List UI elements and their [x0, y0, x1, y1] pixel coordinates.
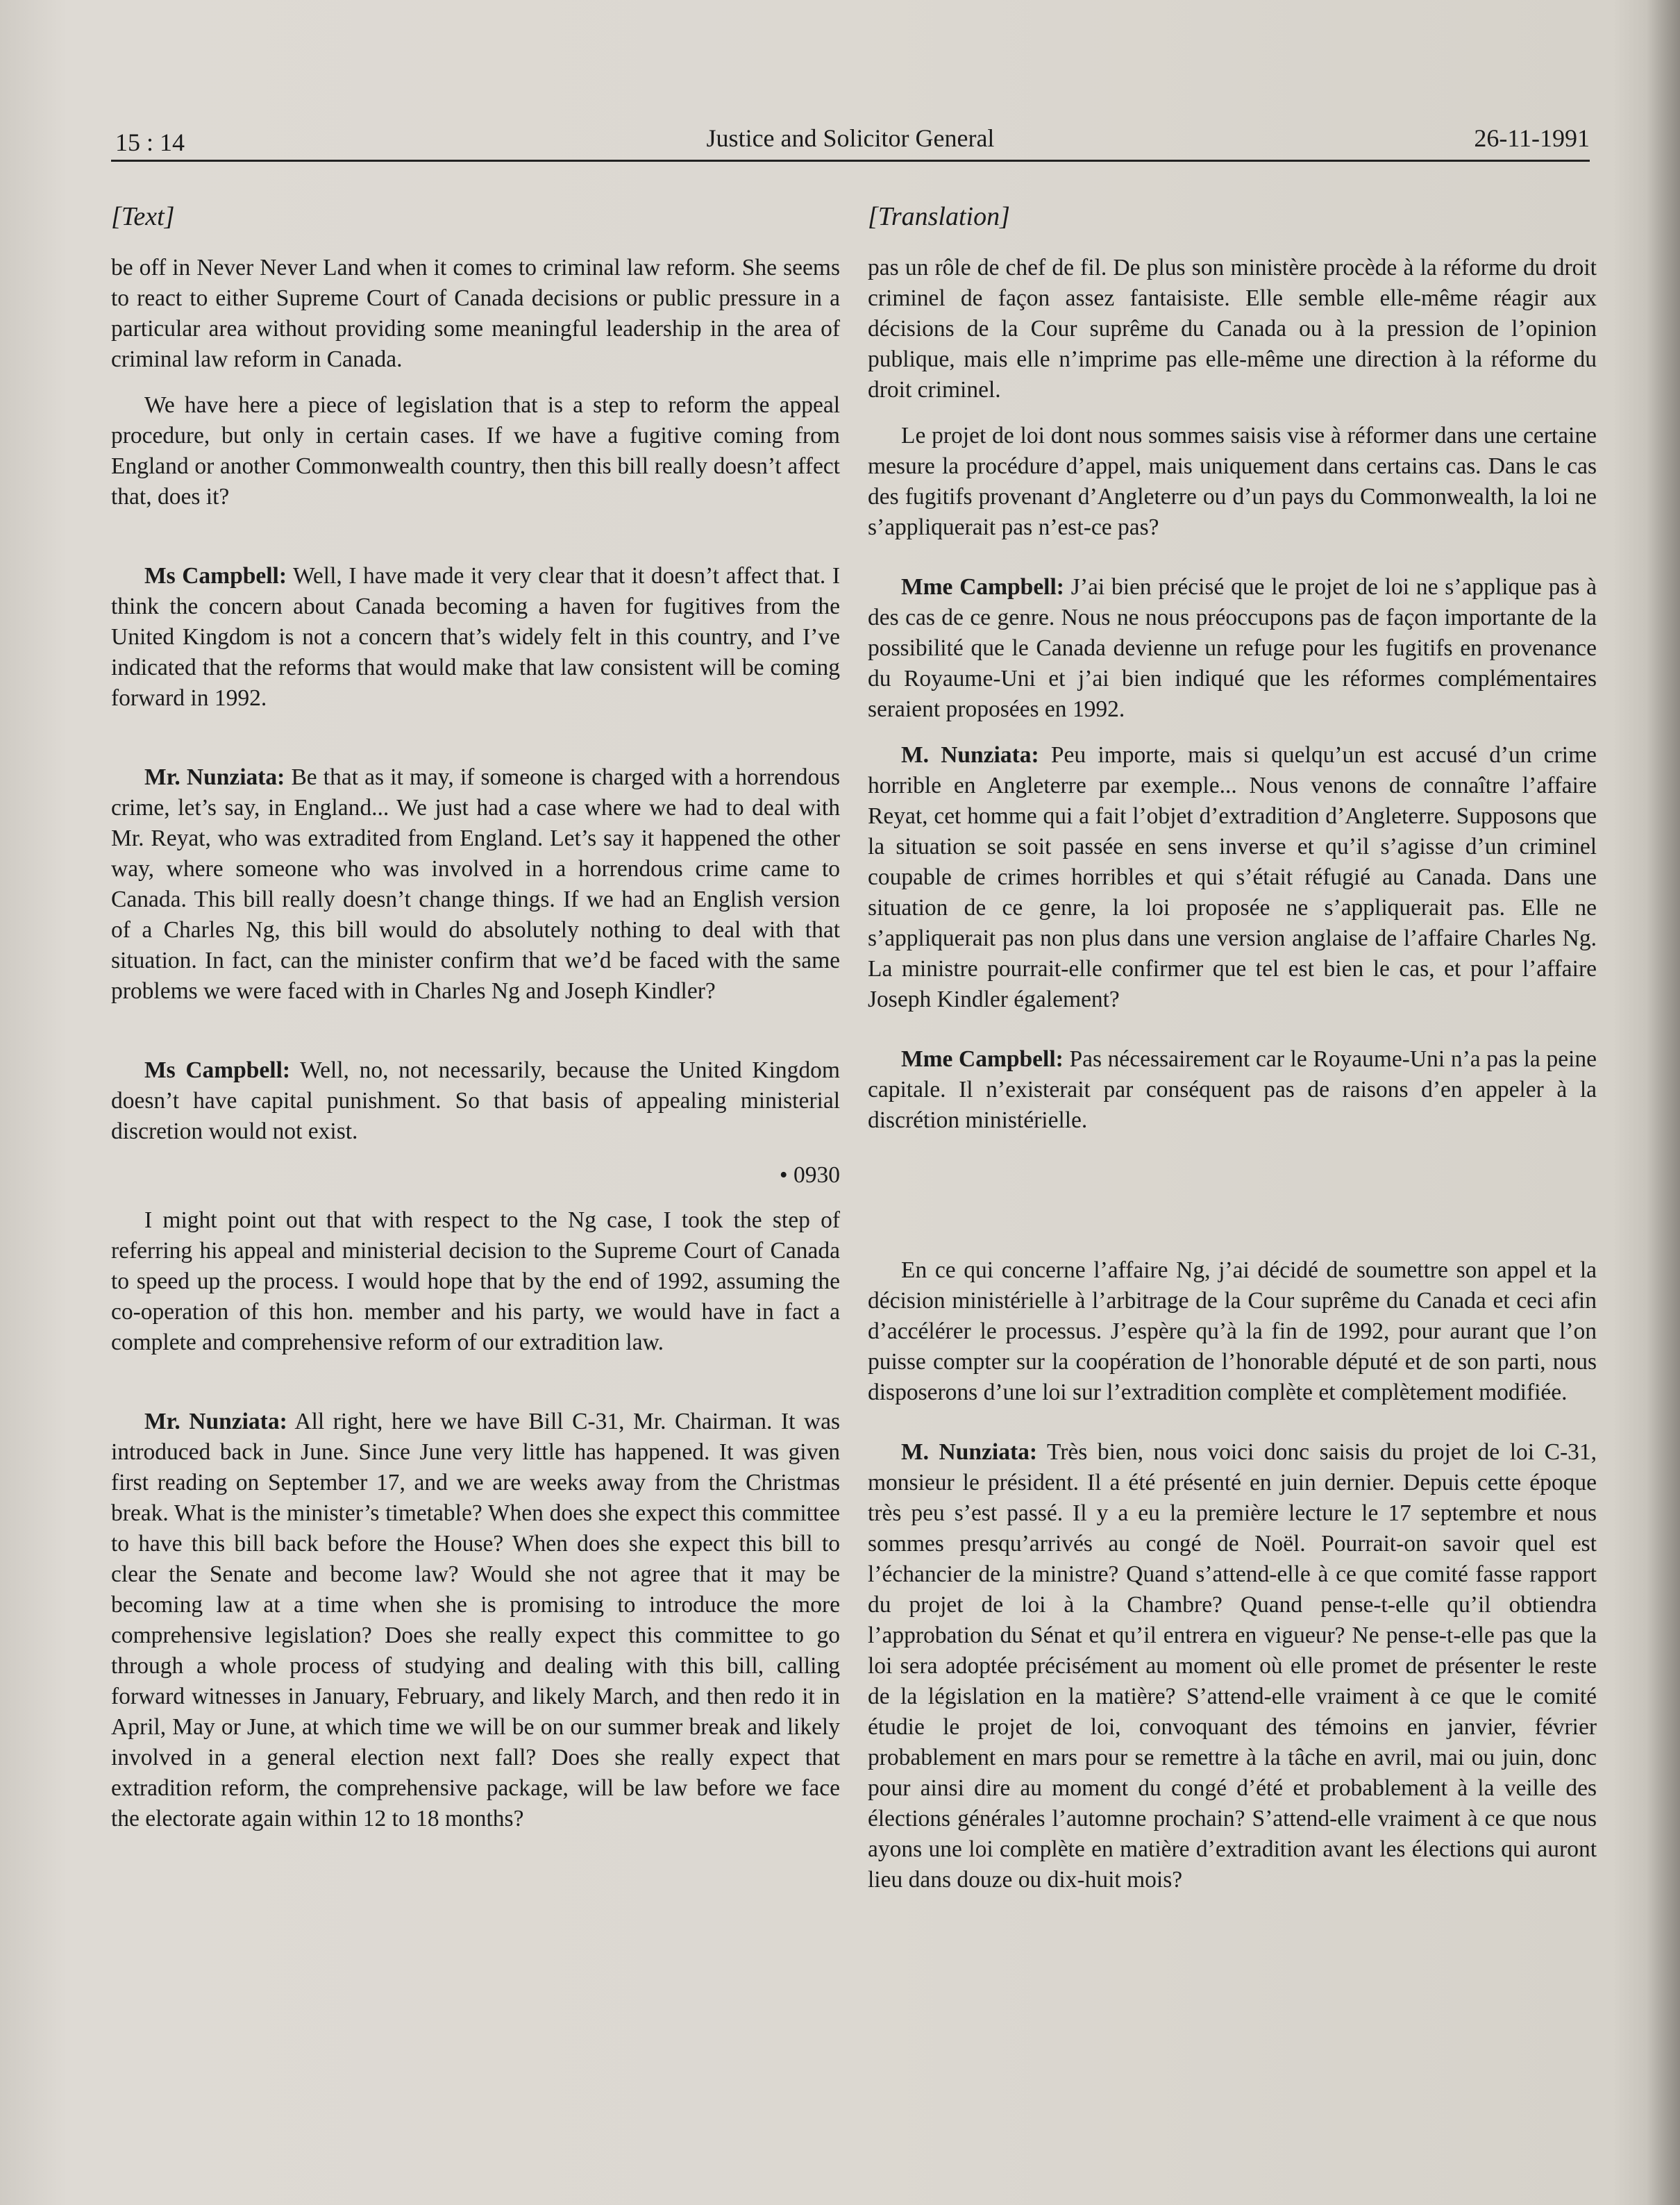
speaker-name: M. Nunziata: [901, 1439, 1038, 1465]
spacer [868, 1151, 1597, 1255]
speech-paragraph [111, 1407, 840, 1834]
speech-text: Well, I have made it very clear that it doesn’t affect that. I think the concern about Canada becoming a haven for fugitives from the United Kingdom is not a concern that’s widely felt in this country, and I’ve indicated that the reforms that would make that law consistent will be coming forward in 1992. [111, 563, 840, 711]
speech-paragraph [868, 572, 1597, 725]
speech-text: Pas nécessairement car le Royaume-Uni n’a pas la peine capitale. Il n’existerait par conséquent pas de raisons d’en appeler à la discrétion ministérielle. [868, 1046, 1597, 1133]
page-number: 15 : 14 [115, 128, 185, 156]
page-edge-shadow [1647, 0, 1680, 2205]
speech-paragraph [111, 1055, 840, 1147]
speech-text: Peu importe, mais si quelqu’un est accusé d’un crime horrible en Angleterre par exemple... Nous venons de connaître l’affaire Reyat, cet homme qui a fait l’objet d’extradition d’Angleterre. Supposons que la situation se soit passée en sens inverse et qu’il s’agisse d’un criminel coupable de crimes horribles et qui s’était réfugié au Canada. Dans une situation de ce genre, la loi proposée ne s’appliquerait pas. Elle ne s’appliquerait pas non plus dans une version anglaise de l’affaire Charles Ng. La ministre pourrait-elle confirmer que tel est bien le cas, et pour l’affaire Joseph Kindler également? [868, 742, 1597, 1012]
header-title: Justice and Solicitor General [706, 124, 995, 152]
speech-text: Well, no, not necessarily, because the United Kingdom doesn’t have capital punishment. So that basis of appealing ministerial discretion would not exist. [111, 1057, 840, 1144]
speech-paragraph [868, 1044, 1597, 1136]
speaker-name: Mr. Nunziata: [144, 764, 285, 790]
speech-text: All right, here we have Bill C-31, Mr. Chairman. It was introduced back in June. Since June very little has happened. It was given first reading on September 17, and we are weeks away from the Christmas break. What is the minister’s timetable? When does she expect this committee to have this bill back before the House? When does she expect this bill to clear the Senate and become law? Would she not agree that it may be becoming law at a time when she is promising to introduce the more comprehensive legislation? Does she really expect this committee to go through a whole process of studying and dealing with this bill, calling forward witnesses in January, February, and likely March, and then redo it in April, May or June, at which time we will be on our summer break and likely involved in a general election next fall? Does she really expect that extradition reform, the comprehensive package, will be law before we face the electorate again within 12 to 18 months? [111, 1409, 841, 1831]
column-heading-translation: [Translation] [868, 202, 1010, 231]
header-rule [111, 160, 1590, 162]
french-column [868, 201, 1597, 1911]
speech-paragraph [868, 1437, 1597, 1895]
spacer [111, 1373, 840, 1407]
speech-paragraph [111, 762, 840, 1007]
paragraph: pas un rôle de chef de fil. De plus son ministère procède à la réforme du droit criminel de façon assez fantaisiste. Elle semble elle-même réagir aux décisions de la Cour suprême du Canada ou à la pression de l’opinion publique, mais elle n’imprime pas elle-même une direction à la réforme du droit criminel. [868, 255, 1597, 403]
paragraph: Le projet de loi dont nous sommes saisis vise à réformer dans une certaine mesure la procédure d’appel, mais uniquement dans certains cas. Dans le cas des fugitifs provenant d’Angleterre ou d’un pays du Commonwealth, la loi ne s’appliquerait pas n’est-ce pas? [868, 423, 1597, 540]
speech-text: J’ai bien précisé que le projet de loi ne s’applique pas à des cas de ce genre. Nous ne nous préoccupons pas de façon importante de la possibilité que le Canada devienne un refuge pour les fugitifs en provenance du Royaume-Uni et j’ai bien indiqué que les réformes complémentaires seraient proposées en 1992. [868, 574, 1597, 722]
speaker-name: Ms Campbell: [144, 1057, 291, 1083]
speaker-name: Mme Campbell: [901, 1046, 1064, 1072]
time-marker: • 0930 [779, 1162, 840, 1188]
spacer [868, 558, 1597, 572]
spacer [111, 1022, 840, 1055]
spacer [111, 528, 840, 561]
column-heading-text: [Text] [111, 202, 175, 231]
paragraph: I might point out that with respect to the Ng case, I took the step of referring his appeal and ministerial decision to the Supreme Court of Canada to speed up the process. I would hope that by the end of 1992, assuming the co-operation of this hon. member and his party, we would have in fact a complete and comprehensive reform of our extradition law. [111, 1207, 840, 1355]
paragraph: We have here a piece of legislation that is a step to reform the appeal procedure, but only in certain cases. If we have a fugitive coming from England or another Commonwealth country, then this bill really doesn’t affect that, does it? [111, 392, 840, 510]
spacer [111, 729, 840, 762]
english-column [111, 201, 840, 1850]
speaker-name: M. Nunziata: [901, 742, 1039, 768]
spacer [868, 1030, 1597, 1044]
paragraph: En ce qui concerne l’affaire Ng, j’ai décidé de soumettre son appel et la décision ministérielle à l’arbitrage de la Cour suprême du Canada et ceci afin d’accélérer le processus. J’espère qu’à la fin de 1992, pour aurant que l’on puisse compter sur la coopération de l’honorable député et de son parti, nous disposerons d’une loi sur l’extradition complète et complètement modifiée. [868, 1257, 1597, 1405]
speaker-name: Ms Campbell: [144, 563, 287, 589]
speech-text: Be that as it may, if someone is charged with a horrendous crime, let’s say, in England... We just had a case where we had to deal with Mr. Reyat, who was extradited from England. Let’s say it happened the other way, where someone who was involved in a horrendous crime came to Canada. This bill really doesn’t change things. If we had an English version of a Charles Ng, this bill would do absolutely nothing to deal with that situation. In fact, can the minister confirm that we’d be faced with the same problems we were faced with in Charles Ng and Joseph Kindler? [111, 764, 840, 1004]
speech-paragraph [111, 561, 840, 714]
paragraph: be off in Never Never Land when it comes to criminal law reform. She seems to react to either Supreme Court of Canada decisions or public pressure in a particular area without providing some meaningful leadership in the area of criminal law reform in Canada. [111, 255, 840, 372]
spacer [868, 1423, 1597, 1437]
speaker-name: Mr. Nunziata: [144, 1409, 287, 1434]
speaker-name: Mme Campbell: [901, 574, 1064, 600]
running-header [111, 124, 1590, 162]
speech-paragraph [868, 740, 1597, 1015]
speech-text: Très bien, nous voici donc saisis du projet de loi C-31, monsieur le président. Il a été présenté en juin dernier. Depuis cette époque très peu s’est passé. Il y a eu la première lecture le 17 septembre et nous sommes presqu’arrivés au congé de Noël. Pourrait-on savoir quel est l’échancier de la ministre? Quand s’attend-elle à ce que comité fasse rapport du projet de loi à la Chambre? Quand pense-t-elle qu’il obtiendra l’approbation du Sénat et qu’il entrera en vigueur? Ne pense-t-elle pas que la loi sera adoptée précisément au moment où elle promet de présenter le reste de la législation en la matière? S’attend-elle vraiment à ce que le comité étudie le projet de loi, convoquant des témoins en janvier, février probablement en mars pour se remettre à la tâche en avril, mai ou juin, donc pour ainsi dire au moment du congé d’été et probablement à la veille des élections générales l’automne prochain? S’attend-elle vraiment à ce que nous ayons une loi complète en matière d’extradition avant les élections qui auront lieu dans douze ou dix-huit mois? [868, 1439, 1597, 1893]
header-date: 26-11-1991 [1474, 124, 1590, 152]
